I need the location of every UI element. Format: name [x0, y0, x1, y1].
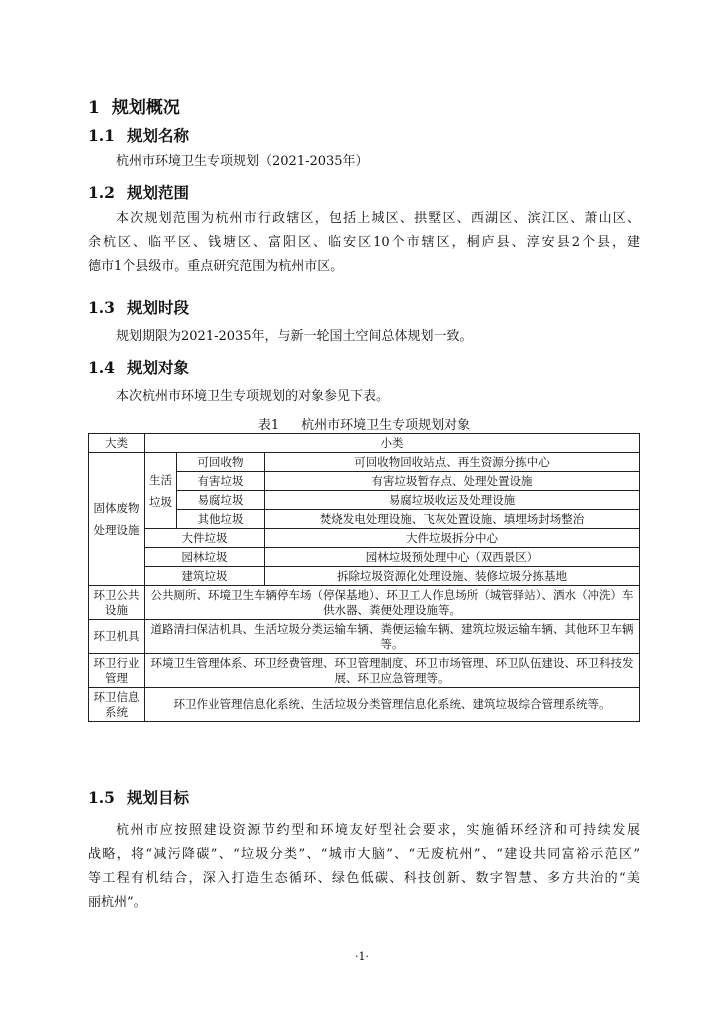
header-minor-category: 小类 [145, 434, 640, 453]
section-title: 规划范围 [126, 183, 189, 202]
subcategory-cell: 大件垃圾 [145, 529, 265, 548]
paragraph-line: 本次杭州市环境卫生专项规划的对象参见下表。 [116, 389, 390, 404]
section-title: 规划对象 [126, 358, 189, 377]
paragraph-line: 杭州市应按照建设资源节约型和环境友好型社会要求，实施循环经济和可持续发展 [116, 823, 640, 838]
detail-cell: 焚烧发电处理设施、飞灰处置设施、填埋场封场整治 [265, 510, 640, 529]
subcategory-cell: 有害垃圾 [177, 472, 265, 491]
subcategory-cell: 易腐垃圾 [177, 491, 265, 510]
table-row [89, 567, 640, 586]
table-row [89, 586, 640, 620]
paragraph-line: 丽杭州”。 [88, 895, 147, 910]
paragraph-line: 等工程有机结合，深入打造生态循环、绿色低碳、科技创新、数字智慧、多方共治的“美 [88, 871, 640, 886]
section-title: 规划概况 [111, 98, 180, 118]
section-1-4-heading [88, 356, 189, 378]
table-header-row [89, 434, 640, 453]
section-number: 1.3 [88, 298, 115, 317]
detail-cell: 环境卫生管理体系、环卫经费管理、环卫管理制度、环卫市场管理、环卫队伍建设、环卫科技发展、环卫应急管理等。 [145, 654, 640, 688]
table-row [89, 654, 640, 688]
table-row [89, 453, 640, 472]
detail-cell: 可回收物回收站点、再生资源分拣中心 [265, 453, 640, 472]
detail-cell: 园林垃圾预处理中心（双西景区） [265, 548, 640, 567]
paragraph-line: 本次规划范围为杭州市行政辖区，包括上城区、拱墅区、西湖区、滨江区、萧山区、 [116, 211, 640, 226]
table-row [89, 548, 640, 567]
section-1-2-heading [88, 181, 189, 203]
table-row [89, 620, 640, 654]
section-number: 1.1 [88, 126, 115, 145]
major-category-cell: 环卫机具 [89, 620, 145, 654]
subcategory-cell: 其他垃圾 [177, 510, 265, 529]
detail-cell: 大件垃圾拆分中心 [265, 529, 640, 548]
table-number: 表1 [257, 418, 280, 433]
detail-cell: 环卫作业管理信息化系统、生活垃圾分类管理信息化系统、建筑垃圾综合管理系统等。 [145, 688, 640, 722]
section-1-1-heading [88, 124, 189, 146]
major-category-cell: 环卫公共设施 [89, 586, 145, 620]
table-row [89, 688, 640, 722]
paragraph-line: 杭州市环境卫生专项规划（2021-2035年） [116, 154, 369, 169]
detail-cell: 道路清扫保洁机具、生活垃圾分类运输车辆、粪便运输车辆、建筑垃圾运输车辆、其他环卫车辆等。 [145, 620, 640, 654]
major-category-cell: 环卫行业管理 [89, 654, 145, 688]
plan-goal-paragraph [88, 819, 640, 915]
plan-objects-table [88, 433, 640, 722]
header-major-category: 大类 [89, 434, 145, 453]
subcategory-cell: 园林垃圾 [145, 548, 265, 567]
paragraph-line: 德市1个县级市。重点研究范围为杭州市区。 [88, 259, 344, 274]
detail-cell: 拆除垃圾资源化处理设施、装修垃圾分拣基地 [265, 567, 640, 586]
section-number: 1.4 [88, 358, 115, 377]
table-title: 杭州市环境卫生专项规划对象 [301, 418, 471, 433]
page-number: ·1· [355, 950, 369, 963]
paragraph-line: 余杭区、临平区、钱塘区、富阳区、临安区10个市辖区，桐庐县、淳安县2个县，建 [88, 235, 640, 250]
subcategory-cell: 建筑垃圾 [145, 567, 265, 586]
major-category-cell: 环卫信息系统 [89, 688, 145, 722]
subcategory-cell: 可回收物 [177, 453, 265, 472]
domestic-waste-category: 生活垃圾 [145, 453, 177, 529]
detail-cell: 公共厕所、环境卫生车辆停车场（停保基地）、环卫工人作息场所（城管驿站）、洒水（冲洗）车供水器、粪便处理设施等。 [145, 586, 640, 620]
section-number: 1 [88, 98, 100, 118]
paragraph-line: 规划期限为2021-2035年，与新一轮国土空间总体规划一致。 [116, 329, 473, 344]
section-number: 1.5 [88, 788, 115, 807]
detail-cell: 有害垃圾暂存点、处理处置设施 [265, 472, 640, 491]
section-title: 规划目标 [126, 788, 189, 807]
plan-name-paragraph [88, 150, 640, 174]
section-title: 规划时段 [126, 298, 189, 317]
section-title: 规划名称 [126, 126, 189, 145]
detail-cell: 易腐垃圾收运及处理设施 [265, 491, 640, 510]
paragraph-line: 战略，将“减污降碳”、“垃圾分类”、“城市大脑”、“无废杭州”、“建设共同富裕示范区” [88, 847, 640, 862]
plan-period-paragraph [88, 325, 640, 349]
table-row [89, 529, 640, 548]
table-caption [88, 414, 640, 433]
solid-waste-category: 固体废物处理设施 [89, 453, 145, 586]
section-number: 1.2 [88, 183, 115, 202]
plan-object-paragraph [88, 385, 640, 409]
plan-scope-paragraph [88, 207, 640, 279]
section-1-5-heading [88, 786, 189, 808]
section-1-3-heading [88, 296, 189, 318]
section-1-heading [88, 93, 180, 118]
